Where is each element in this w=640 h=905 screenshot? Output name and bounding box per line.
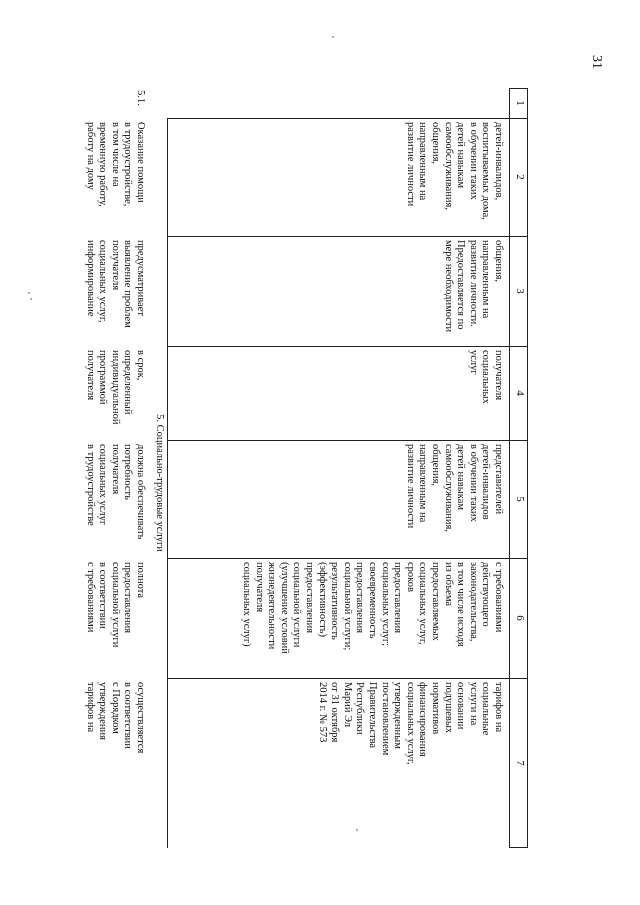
col-header-4: 4 (514, 390, 526, 396)
col-header-1: 1 (514, 100, 526, 106)
row-5-1-number: 5.1. (135, 90, 146, 106)
col-header-3: 3 (514, 288, 526, 294)
section-divider (167, 118, 168, 848)
row-5-1-col3: предусматривает выявление проблем получателя социальных услуг, информирование (84, 240, 146, 328)
scan-speck (28, 292, 30, 294)
col-header-5: 5 (514, 496, 526, 502)
col-divider-3 (168, 346, 528, 347)
col-divider-2 (168, 236, 528, 237)
page-number: 31 (589, 55, 604, 69)
row-cont-col6: с требованиями действующего законодательства, в том числе исходя из объема предоставляемых социальных услуг, сроков предоставления социальных услуг; своевременность предоставления социальной услуги; результативность (эффективность) предоставления социальной услуги (улучшение условий жизнедеятельности получателя социальных услуг) (241, 562, 504, 654)
row-5-1-col7: осуществляется в соответствии с Порядком утверждения тарифов на (84, 682, 146, 754)
col-header-7: 7 (514, 760, 526, 766)
header-bottom-border (509, 88, 510, 848)
row-cont-col2: детей-инвалидов, воспитываемых дома, в обучении таких детей навыкам самообслуживания, общения, направленным на развитие личности (404, 122, 504, 220)
row-cont-col4: получателя социальных услуг (467, 350, 504, 404)
section-title: 5. Социально-трудовые услуги (154, 414, 165, 552)
scan-speck (332, 36, 334, 38)
table-top-border (527, 88, 528, 848)
row-5-1-col5: должна обеспечивать потребность получателя социальных услуг в трудоустройстве (84, 444, 146, 540)
row-5-1-col4: в срок, определенный индивидуальной программой получателя (84, 350, 146, 425)
col-divider-1 (168, 118, 528, 119)
col-divider-5 (168, 558, 528, 559)
row-cont-col3: общения, направленным на развитие личности. Предоставляется по мере необходимости (442, 240, 504, 333)
table (84, 88, 548, 848)
col-header-6: 6 (514, 615, 526, 621)
row-cont-col5: представителей детей-инвалидов в обучении таких детей навыкам самообслуживания, общения, направленным на развитие личности (404, 444, 504, 532)
col-divider-4 (168, 440, 528, 441)
rotated-table-sheet (84, 88, 548, 848)
col-header-2: 2 (514, 174, 526, 180)
scan-speck (356, 829, 358, 831)
col-divider-6 (168, 678, 528, 679)
row-5-1-col6: полнота предоставления социальной услуги в соответствии с требованиями (84, 562, 146, 648)
row-5-1-col2: Оказание помощи в трудоустройстве, в том числе на временную работу, работу на дому (84, 122, 146, 207)
row-cont-col7: тарифов на социальные услуги на основании подушевых нормативов финансирования социальных услуг, утвержденным постановлением Правительства Республики Марий Эл от 31 октября 2014 г. № 573 (316, 682, 504, 765)
scan-speck (30, 298, 32, 300)
